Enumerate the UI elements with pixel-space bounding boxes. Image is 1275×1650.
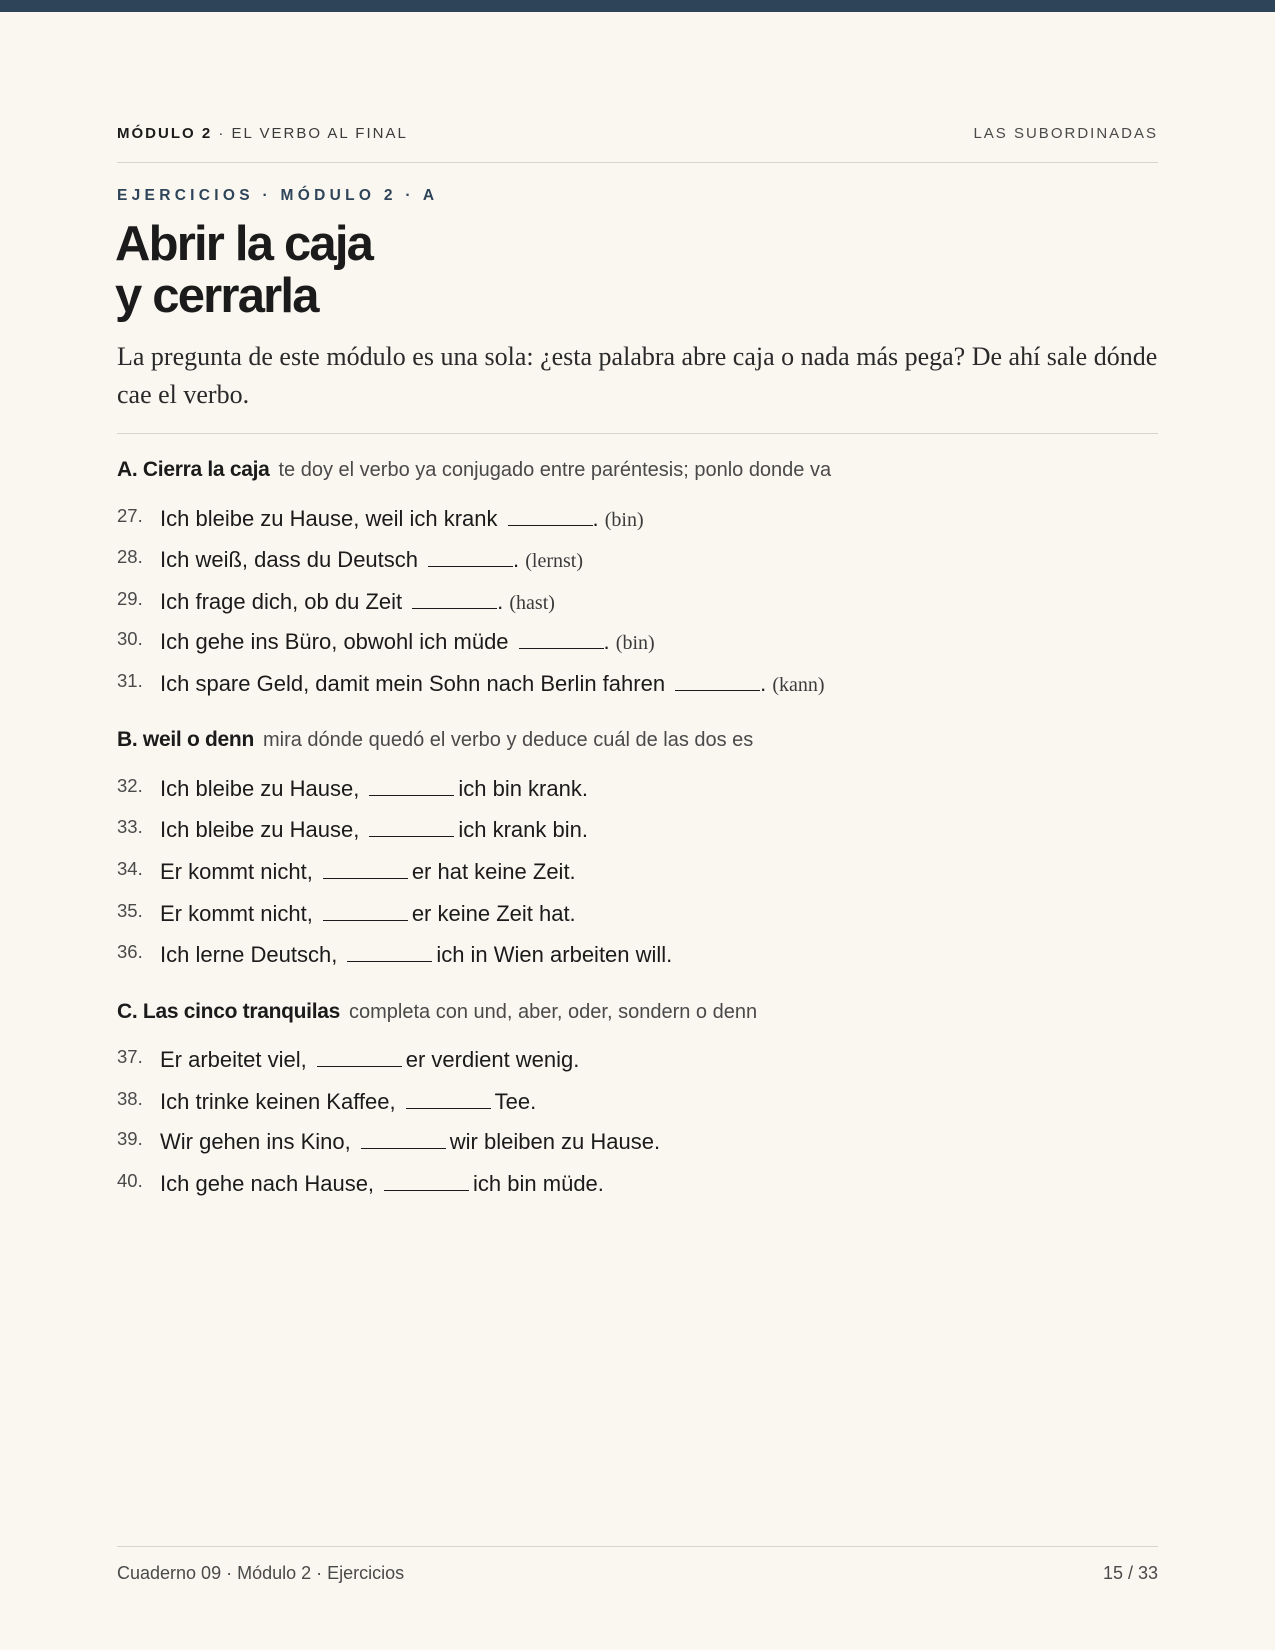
exercise-item-28 [117,541,583,573]
header-module-topic: EL VERBO AL FINAL [231,125,408,142]
item-number: 36. [117,941,143,962]
item-number: 40. [117,1170,143,1191]
page-title-line-1: Abrir la caja [115,217,373,271]
top-accent-bar [0,0,1275,12]
item-number: 35. [117,900,143,921]
item-continuation: er hat keine Zeit. [411,859,576,884]
exercise-item-30 [117,623,655,655]
item-number: 31. [117,670,143,691]
item-continuation: er keine Zeit hat. [411,901,576,926]
item-number: 28. [117,546,143,567]
exercise-item-27 [117,500,644,532]
exercise-item-34 [117,853,576,885]
header-separator: · [212,125,232,142]
answer-blank[interactable] [406,1088,491,1109]
answer-blank[interactable] [508,505,593,526]
item-continuation: ich in Wien arbeiten will. [436,942,673,967]
section-title: C. Las cinco tranquilas [117,1000,340,1023]
header-module [117,125,408,142]
item-text: Ich bleibe zu Hause, [160,817,360,842]
section-title: B. weil o denn [117,728,254,751]
exercise-item-35 [117,895,576,927]
page-title-line-2: y cerrarla [115,269,318,323]
exercise-item-40 [117,1165,604,1197]
item-number: 29. [117,588,143,609]
item-text: Ich frage dich, ob du Zeit [160,589,403,614]
section-c-heading [117,999,757,1025]
item-number: 27. [117,505,143,526]
item-text: Ich gehe ins Büro, obwohl ich müde [160,629,509,654]
verb-hint: (lernst) [525,550,584,572]
footer-document-label: Cuaderno 09 · Módulo 2 · Ejercicios [117,1563,405,1583]
item-continuation: wir bleiben zu Hause. [449,1129,661,1154]
answer-blank[interactable] [317,1046,402,1067]
eyebrow-label: EJERCICIOS · MÓDULO 2 · A [117,187,439,204]
exercise-item-38 [117,1083,536,1115]
item-punctuation: . [592,506,599,531]
item-text: Ich weiß, dass du Deutsch [160,547,419,572]
intro-paragraph: La pregunta de este módulo es una sola: ¿esta palabra abre caja o nada más pega? De ahí sale dónde cae el verbo. [117,342,1158,409]
answer-blank[interactable] [347,941,432,962]
item-continuation: ich krank bin. [458,817,588,842]
verb-hint: (hast) [509,592,555,614]
page-footer [117,1546,1158,1583]
item-text: Ich bleibe zu Hause, [160,776,360,801]
item-text: Er kommt nicht, [160,901,313,926]
item-text: Ich spare Geld, damit mein Sohn nach Berlin fahren [160,671,666,696]
item-text: Ich trinke keinen Kaffee, [160,1089,396,1114]
verb-hint: (bin) [604,509,644,531]
item-number: 37. [117,1046,143,1067]
item-text: Ich lerne Deutsch, [160,942,338,967]
section-hint: completa con und, aber, oder, sondern o denn [349,1001,758,1023]
exercise-item-29 [117,583,555,615]
exercise-item-32 [117,770,588,802]
page-header [117,122,1158,163]
answer-blank[interactable] [323,858,408,879]
section-title: A. Cierra la caja [117,458,270,481]
answer-blank[interactable] [361,1128,446,1149]
section-hint: mira dónde quedó el verbo y deduce cuál de las dos es [262,729,754,751]
item-punctuation: . [603,629,610,654]
item-text: Er arbeitet viel, [160,1047,307,1072]
verb-hint: (kann) [772,674,825,696]
item-number: 34. [117,858,143,879]
item-continuation: ich bin müde. [473,1171,604,1196]
item-number: 30. [117,628,143,649]
item-punctuation: . [513,547,520,572]
item-text: Er kommt nicht, [160,859,313,884]
page-number: 15 / 33 [1102,1563,1158,1583]
item-continuation: Tee. [494,1089,537,1114]
exercise-item-31 [117,665,825,697]
item-text: Wir gehen ins Kino, [160,1129,351,1154]
section-b-heading [117,727,753,753]
answer-blank[interactable] [519,628,604,649]
answer-blank[interactable] [675,670,760,691]
item-number: 38. [117,1088,143,1109]
divider [117,433,1158,434]
item-number: 39. [117,1128,143,1149]
item-number: 33. [117,816,143,837]
item-number: 32. [117,775,143,796]
exercise-item-36 [117,936,672,968]
answer-blank[interactable] [369,775,454,796]
answer-blank[interactable] [412,588,497,609]
item-text: Ich bleibe zu Hause, weil ich krank [160,506,498,531]
item-punctuation: . [760,671,767,696]
exercise-item-37 [117,1041,579,1073]
exercise-item-39 [117,1123,660,1155]
section-hint: te doy el verbo ya conjugado entre paréntesis; ponlo donde va [278,459,832,481]
answer-blank[interactable] [384,1170,469,1191]
answer-blank[interactable] [428,546,513,567]
item-continuation: ich bin krank. [458,776,588,801]
header-module-label: MÓDULO 2 [117,125,213,142]
verb-hint: (bin) [615,632,655,654]
answer-blank[interactable] [323,900,408,921]
page-title [115,218,372,322]
item-punctuation: . [497,589,504,614]
section-a-heading [117,457,831,483]
header-section-name: LAS SUBORDINADAS [973,125,1158,142]
answer-blank[interactable] [369,816,454,837]
item-continuation: er verdient wenig. [405,1047,580,1072]
item-text: Ich gehe nach Hause, [160,1171,375,1196]
exercise-item-33 [117,811,588,843]
